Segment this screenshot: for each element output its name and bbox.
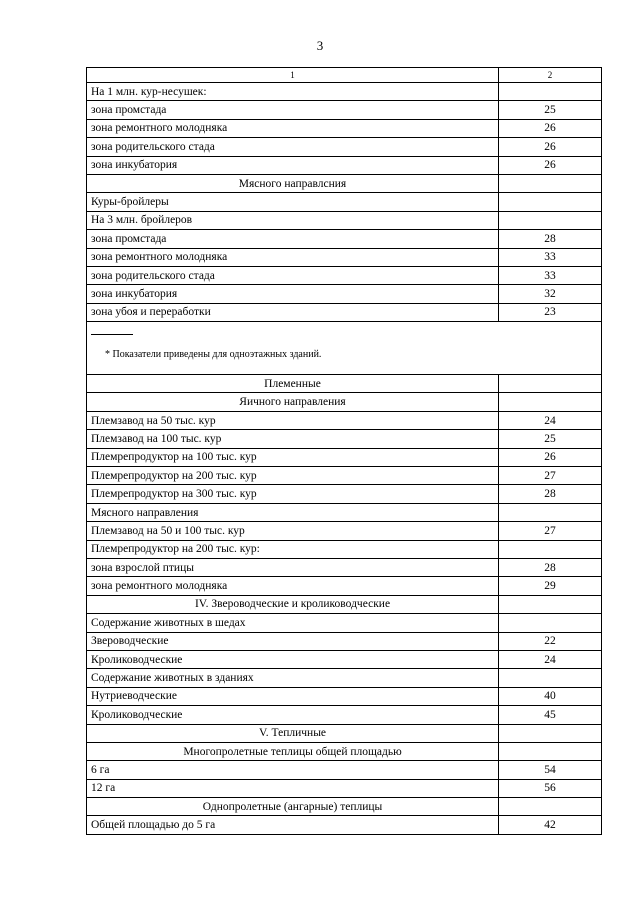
column-header-2: 2 xyxy=(499,68,602,83)
table-row xyxy=(87,230,602,248)
row-value: 42 xyxy=(499,816,602,834)
row-label: Кролиководческие xyxy=(87,650,499,668)
row-label: Содержание животных в зданиях xyxy=(87,669,499,687)
footnote-row xyxy=(87,322,602,375)
table-row xyxy=(87,285,602,303)
row-label: Племрепродуктор на 100 тыс. кур xyxy=(87,448,499,466)
row-label: 12 га xyxy=(87,779,499,797)
row-label: Племрепродуктор на 300 тыс. кур xyxy=(87,485,499,503)
section-heading: Однопролетные (ангарные) теплицы xyxy=(87,798,499,816)
row-label: Мясного направления xyxy=(87,503,499,521)
footnote-text: * Показатели приведены для одноэтажных зданий. xyxy=(105,349,322,361)
row-label: зона взрослой птицы xyxy=(87,558,499,576)
table-row xyxy=(87,430,602,448)
row-value: 29 xyxy=(499,577,602,595)
table-row xyxy=(87,411,602,429)
table-row xyxy=(87,156,602,174)
row-value xyxy=(499,393,602,411)
row-value xyxy=(499,83,602,101)
row-value xyxy=(499,595,602,613)
table-row xyxy=(87,448,602,466)
row-label: Нутриеводческие xyxy=(87,687,499,705)
table-row xyxy=(87,248,602,266)
row-value: 28 xyxy=(499,230,602,248)
table-row xyxy=(87,816,602,834)
row-label: На 3 млн. бройлеров xyxy=(87,211,499,229)
table-row xyxy=(87,193,602,211)
row-value xyxy=(499,798,602,816)
footnote-cell xyxy=(87,322,602,375)
section-heading-row xyxy=(87,742,602,760)
row-value: 28 xyxy=(499,558,602,576)
row-label: Племрепродуктор на 200 тыс. кур xyxy=(87,467,499,485)
row-value: 23 xyxy=(499,303,602,321)
section-heading: V. Тепличные xyxy=(87,724,499,742)
table-row xyxy=(87,632,602,650)
table-row xyxy=(87,101,602,119)
row-value: 32 xyxy=(499,285,602,303)
table-row xyxy=(87,761,602,779)
section-heading: Племенные xyxy=(87,375,499,393)
table-row xyxy=(87,119,602,137)
row-label: 6 га xyxy=(87,761,499,779)
row-label: зона ремонтного молодняка xyxy=(87,248,499,266)
row-label: зона убоя и переработки xyxy=(87,303,499,321)
row-label: зона ремонтного молодняка xyxy=(87,119,499,137)
table-row xyxy=(87,614,602,632)
row-label: На 1 млн. кур-несушек: xyxy=(87,83,499,101)
row-value: 56 xyxy=(499,779,602,797)
row-value: 26 xyxy=(499,156,602,174)
row-value xyxy=(499,614,602,632)
row-value xyxy=(499,211,602,229)
section-heading-row xyxy=(87,798,602,816)
row-value: 24 xyxy=(499,411,602,429)
section-heading-row xyxy=(87,174,602,192)
row-value: 25 xyxy=(499,101,602,119)
table-row xyxy=(87,211,602,229)
row-value xyxy=(499,375,602,393)
row-label: зона промстада xyxy=(87,230,499,248)
table-row xyxy=(87,779,602,797)
row-value: 22 xyxy=(499,632,602,650)
row-value xyxy=(499,540,602,558)
section-heading-row xyxy=(87,724,602,742)
section-heading-row xyxy=(87,595,602,613)
section-heading: Яичного направления xyxy=(87,393,499,411)
row-label: Общей площадью до 5 га xyxy=(87,816,499,834)
table-row xyxy=(87,650,602,668)
row-label: зона инкубатория xyxy=(87,156,499,174)
footnote-separator xyxy=(91,334,133,335)
row-label: Звероводческие xyxy=(87,632,499,650)
table-row xyxy=(87,522,602,540)
section-heading-row xyxy=(87,393,602,411)
row-value xyxy=(499,724,602,742)
row-value: 26 xyxy=(499,138,602,156)
table-row xyxy=(87,706,602,724)
row-value: 28 xyxy=(499,485,602,503)
row-value: 26 xyxy=(499,448,602,466)
table-row xyxy=(87,577,602,595)
row-value xyxy=(499,503,602,521)
section-heading: IV. Звероводческие и кролиководческие xyxy=(87,595,499,613)
row-label: зона инкубатория xyxy=(87,285,499,303)
row-value: 27 xyxy=(499,522,602,540)
table-row xyxy=(87,303,602,321)
row-value xyxy=(499,193,602,211)
section-heading: Мясного направлсния xyxy=(87,174,499,192)
table-row xyxy=(87,83,602,101)
row-label: Содержание животных в шедах xyxy=(87,614,499,632)
row-value: 26 xyxy=(499,119,602,137)
row-value: 27 xyxy=(499,467,602,485)
page-number: 3 xyxy=(316,38,324,53)
section-heading-row xyxy=(87,375,602,393)
row-value: 33 xyxy=(499,266,602,284)
section-heading: Многопролетные теплицы общей площадью xyxy=(87,742,499,760)
row-label: зона ремонтного молодняка xyxy=(87,577,499,595)
row-value xyxy=(499,742,602,760)
row-label: Куры-бройлеры xyxy=(87,193,499,211)
row-label: зона промстада xyxy=(87,101,499,119)
standards-table xyxy=(86,67,602,835)
row-label: зона родительского стада xyxy=(87,138,499,156)
table-header-row xyxy=(87,68,602,83)
row-value: 40 xyxy=(499,687,602,705)
row-label: Племзавод на 50 тыс. кур xyxy=(87,411,499,429)
column-header-1: 1 xyxy=(87,68,499,83)
table-row xyxy=(87,138,602,156)
table-row xyxy=(87,558,602,576)
row-value: 33 xyxy=(499,248,602,266)
table-row xyxy=(87,540,602,558)
row-value: 25 xyxy=(499,430,602,448)
row-label: Племрепродуктор на 200 тыс. кур: xyxy=(87,540,499,558)
row-label: Кролиководческие xyxy=(87,706,499,724)
row-value: 45 xyxy=(499,706,602,724)
row-label: зона родительского стада xyxy=(87,266,499,284)
table-row xyxy=(87,485,602,503)
row-value xyxy=(499,669,602,687)
row-label: Племзавод на 50 и 100 тыс. кур xyxy=(87,522,499,540)
row-value: 54 xyxy=(499,761,602,779)
table-row xyxy=(87,687,602,705)
row-value: 24 xyxy=(499,650,602,668)
table-row xyxy=(87,266,602,284)
table-row xyxy=(87,503,602,521)
table-row xyxy=(87,669,602,687)
row-value xyxy=(499,174,602,192)
row-label: Племзавод на 100 тыс. кур xyxy=(87,430,499,448)
table-row xyxy=(87,467,602,485)
